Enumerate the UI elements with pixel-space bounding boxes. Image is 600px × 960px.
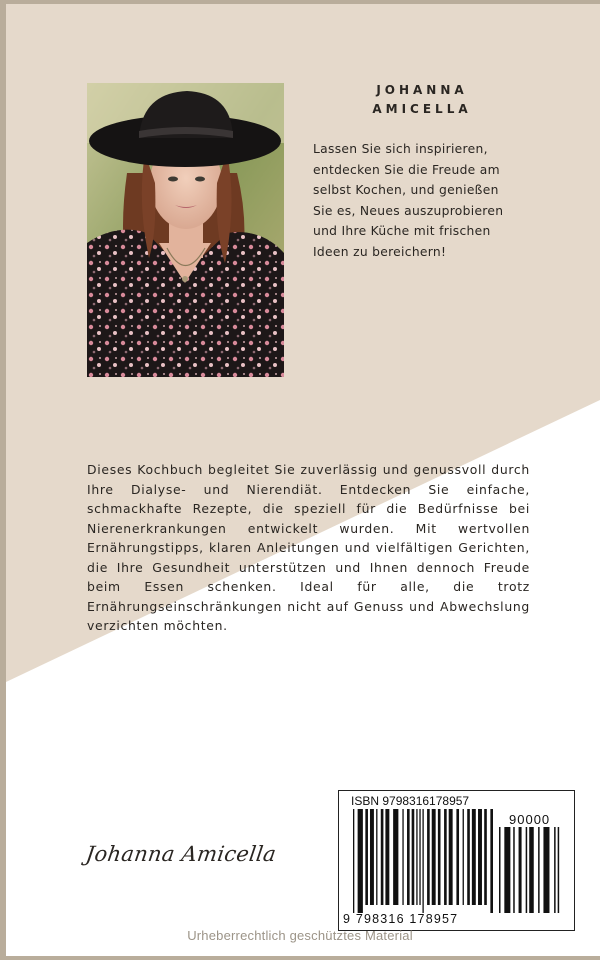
barcode-bar [444, 809, 447, 905]
barcode-bar [526, 827, 528, 913]
ean-barcode-bars [353, 809, 495, 913]
barcode-bar [504, 827, 510, 913]
barcode-bar [416, 809, 417, 905]
barcode-bar [385, 809, 389, 905]
ean-digits: 9 798316 178957 [343, 912, 459, 926]
barcode-bar [490, 809, 493, 913]
barcode-bar [456, 809, 459, 905]
barcode-bar [402, 809, 403, 905]
intro-line: selbst Kochen, und genießen [313, 183, 499, 197]
barcode-bar [467, 809, 470, 905]
author-photo [87, 83, 284, 377]
barcode-bar [432, 809, 436, 905]
barcode-bar [422, 809, 423, 913]
isbn-label: ISBN 9798316178957 [351, 794, 470, 808]
book-description: Dieses Kochbuch begleitet Sie zuverlässig und genussvoll durch Ihre Dialyse- und Nierendiät. Entdecken Sie einfache, schmackhafte Rezepte, die speziell für die Bedürfnisse bei Nierenerkrankungen entwickelt wurden. Mit wertvollen Ernährungstipps, klaren Anleitungen und vielfältigen Gerichten, die Ihre Gesundheit unterstützen und Ihnen dennoch Freude beim Essen schenken. Ideal für alle, die trotz Ernährungseinschränkungen nicht auf Genuss und Abwechslung verzichten möchten. [87, 462, 530, 633]
intro-line: Lassen Sie sich inspirieren, [313, 142, 488, 156]
barcode-bar [376, 809, 377, 905]
barcode-bar [393, 809, 398, 905]
barcode-bar [365, 809, 368, 905]
barcode-bar [427, 809, 430, 905]
author-last-name: AMICELLA [372, 102, 472, 116]
barcode-bar [353, 809, 354, 913]
back-cover [6, 4, 600, 956]
intro-line: Ideen zu bereichern! [313, 244, 447, 259]
copyright-watermark-bottom: Urheberrechtlich geschütztes Material [187, 928, 413, 943]
barcode-bar [519, 827, 522, 913]
price-code: 90000 [509, 812, 551, 827]
barcode-bar [381, 809, 384, 905]
author-first-name: JOHANNA [376, 83, 468, 97]
barcode-bar [538, 827, 540, 913]
barcode-bar [554, 827, 556, 913]
barcode-bar [370, 809, 374, 905]
barcode-bar [513, 827, 515, 913]
barcode-bar [558, 827, 560, 913]
intro-text [313, 139, 533, 262]
barcode-bar [407, 809, 410, 905]
barcode-bar [419, 809, 420, 905]
addon-barcode-bars [499, 827, 563, 913]
intro-line: Sie es, Neues auszuprobieren [313, 203, 504, 218]
barcode-bar [478, 809, 482, 905]
intro-line: und Ihre Küche mit frischen [313, 224, 491, 238]
barcode-bar [449, 809, 453, 905]
author-signature: Johanna Amicella [84, 842, 278, 866]
barcode-bar [543, 827, 549, 913]
isbn-barcode [338, 790, 575, 931]
intro-line: entdecken Sie die Freude am [313, 162, 500, 177]
barcode-bar [529, 827, 534, 913]
barcode-bar [484, 809, 487, 905]
barcode-bar [438, 809, 441, 905]
barcode-bar [412, 809, 415, 905]
barcode-bar [463, 809, 464, 905]
barcode-bar [472, 809, 476, 905]
barcode-bar [358, 809, 363, 913]
barcode-bar [499, 827, 501, 913]
